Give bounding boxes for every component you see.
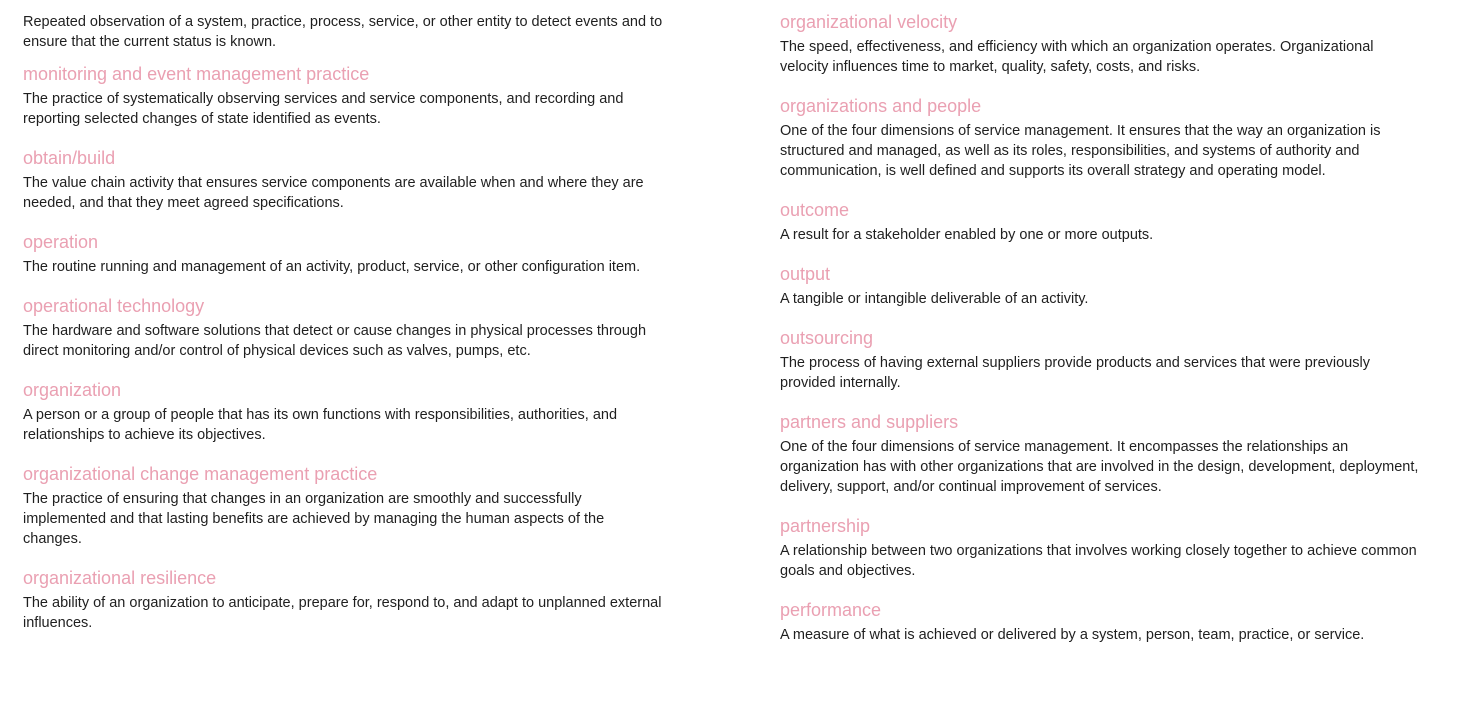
glossary-entry <box>780 410 1420 497</box>
glossary-entry <box>780 598 1420 645</box>
glossary-entry <box>780 514 1420 581</box>
glossary-definition: A relationship between two organizations that involves working closely together to achieve common goals and objectives. <box>780 543 1417 579</box>
glossary-entry <box>23 566 663 633</box>
glossary-definition: The process of having external suppliers provide products and services that were previously provided internally. <box>780 355 1370 391</box>
glossary-entry <box>780 198 1420 245</box>
glossary-entry <box>23 294 663 361</box>
glossary-term: organizational change management practice <box>23 464 378 484</box>
glossary-entry <box>780 94 1420 181</box>
glossary-entry <box>23 146 663 213</box>
glossary-definition: A measure of what is achieved or delivered by a system, person, team, practice, or service. <box>780 627 1365 643</box>
glossary-entry <box>23 462 663 549</box>
glossary-term: organization <box>23 380 122 400</box>
glossary-term: organizational velocity <box>780 12 958 32</box>
glossary-definition: The speed, effectiveness, and efficiency with which an organization operates. Organizational velocity influences time to market, quality, safety, costs, and risks. <box>780 39 1374 75</box>
glossary-definition: The practice of systematically observing services and service components, and recording and reporting selected changes of state identified as events. <box>23 91 624 127</box>
glossary-entry <box>780 262 1420 309</box>
glossary-entry <box>23 62 663 129</box>
glossary-entry <box>780 326 1420 393</box>
monitoring-definition: Repeated observation of a system, practice, process, service, or other entity to detect events and to ensure that the current status is known. <box>23 14 663 50</box>
glossary-term: outsourcing <box>780 328 874 348</box>
glossary-definition: A result for a stakeholder enabled by one or more outputs. <box>780 227 1154 243</box>
glossary-term: partners and suppliers <box>780 412 959 432</box>
glossary-definition: A tangible or intangible deliverable of an activity. <box>780 291 1089 307</box>
glossary-left-column <box>23 0 663 633</box>
glossary-term: obtain/build <box>23 148 116 168</box>
glossary-definition: One of the four dimensions of service management. It encompasses the relationships an organization has with other organizations that are involved in the design, development, deployment, delivery, support, and/or continual improvement of services. <box>780 439 1419 495</box>
glossary-term: operation <box>23 232 99 252</box>
glossary-definition: A person or a group of people that has its own functions with responsibilities, authorities, and relationships to achieve its objectives. <box>23 407 618 443</box>
glossary-term: monitoring and event management practice <box>23 64 370 84</box>
glossary-definition: The routine running and management of an activity, product, service, or other configuration item. <box>23 259 641 275</box>
glossary-term: operational technology <box>23 296 205 316</box>
glossary-definition: The practice of ensuring that changes in an organization are smoothly and successfully implemented and that lasting benefits are achieved by managing the human aspects of the changes. <box>23 491 605 547</box>
glossary-entry <box>23 230 663 277</box>
glossary-definition: The value chain activity that ensures service components are available when and where they are needed, and that they meet agreed specifications. <box>23 175 644 211</box>
glossary-entry <box>780 10 1420 77</box>
glossary-term: output <box>780 264 831 284</box>
glossary-term: performance <box>780 600 882 620</box>
glossary-term: partnership <box>780 516 871 536</box>
glossary-right-column <box>780 0 1420 645</box>
glossary-definition: The hardware and software solutions that detect or cause changes in physical processes through direct monitoring and/or control of physical devices such as valves, pumps, etc. <box>23 323 647 359</box>
glossary-definition: One of the four dimensions of service management. It ensures that the way an organization is structured and managed, as well as its roles, responsibilities, and systems of authority and communication, is well defined and supports its overall strategy and operating model. <box>780 123 1381 179</box>
glossary-entry <box>23 378 663 445</box>
glossary-definition: The ability of an organization to anticipate, prepare for, respond to, and adapt to unplanned external influences. <box>23 595 662 631</box>
glossary-term: organizational resilience <box>23 568 217 588</box>
glossary-term: organizations and people <box>780 96 982 116</box>
glossary-term: outcome <box>780 200 850 220</box>
